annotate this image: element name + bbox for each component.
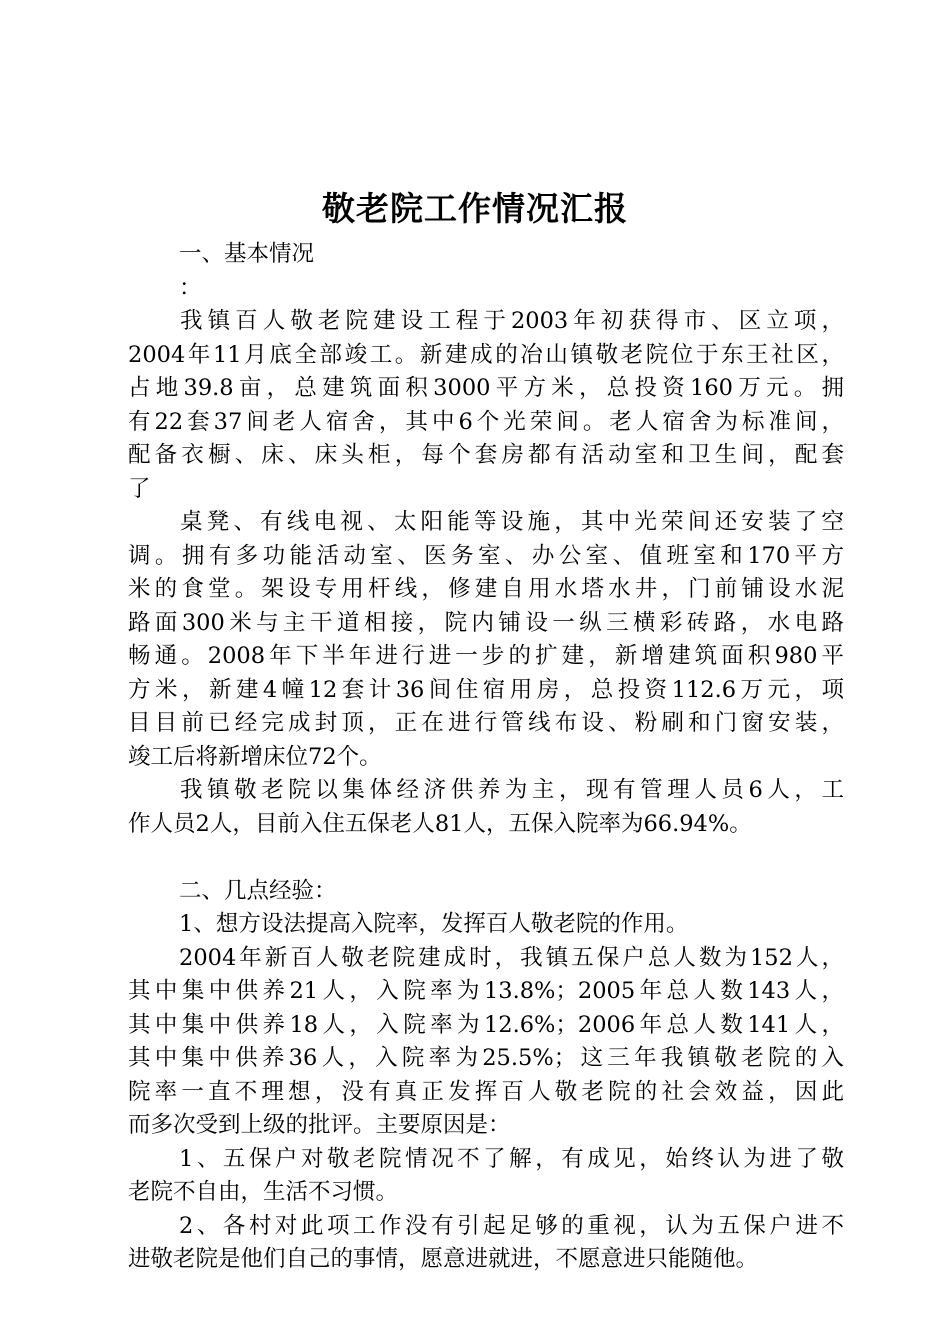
text-line: 占地39.8亩，总建筑面积3000平方米，总投资160万元。拥 (128, 375, 844, 401)
text-line: 方米，新建4幢12套计36间住宿用房，总投资112.6万元，项 (128, 676, 844, 703)
item-heading: 1、想方设法提高入院率，发挥百人敬老院的作用。 (179, 911, 689, 937)
text-line: 路面300米与主干道相接，院内铺设一纵三横彩砖路，水电路 (128, 609, 844, 636)
text-line: 竣工后将新增床位72个。 (128, 743, 382, 770)
document-body (128, 238, 844, 1277)
text-line: 而多次受到上级的批评。主要原因是： (128, 1112, 511, 1138)
text-line: 其中集中供养21人，入院率为13.8%；2005年总人数143人， (128, 978, 844, 1004)
text-line: 老院不自由，生活不习惯。 (128, 1179, 399, 1205)
text-line: 米的食堂。架设专用杆线，修建自用水塔水井，门前铺设水泥 (128, 576, 844, 602)
blank-line (128, 841, 844, 875)
text-line: 我镇敬老院以集体经济供养为主，现有管理人员6人，工 (180, 777, 844, 803)
text-line: 其中集中供养36人，入院率为25.5%；这三年我镇敬老院的入 (128, 1045, 844, 1071)
section-heading-experience: 二、几点经验： (179, 877, 337, 904)
document-title: 敬老院工作情况汇报 (322, 189, 628, 228)
section-heading-basic: 一、基本情况 (179, 241, 315, 267)
text-line: 其中集中供养18人，入院率为12.6%；2006年总人数141人， (128, 1011, 844, 1038)
text-line: 桌凳、有线电视、太阳能等设施，其中光荣间还安装了空 (180, 509, 844, 535)
text-line: 调。拥有多功能活动室、医务室、办公室、值班室和170平方 (128, 542, 844, 569)
paragraph-staffing (128, 774, 844, 841)
text-line: 院率一直不理想，没有真正发挥百人敬老院的社会效益，因此 (128, 1078, 844, 1105)
text-line: 2、各村对此项工作没有引起足够的重视，认为五保户进不 (179, 1212, 844, 1239)
paragraph-admission-rates (128, 942, 844, 1143)
paragraph-facilities (128, 506, 844, 774)
paragraph-basic-info (128, 305, 844, 506)
text-line: 有22套37间老人宿舍，其中6个光荣间。老人宿舍为标准间， (128, 408, 844, 435)
text-line: 目目前已经完成封顶，正在进行管线布设、粉刷和门窗安装， (128, 710, 844, 736)
text-line: 配备衣橱、床、床头柜，每个套房都有活动室和卫生间，配套 (128, 442, 844, 468)
text-line: 进敬老院是他们自己的事情，愿意进就进，不愿意进只能随他。 (128, 1246, 759, 1272)
colon-line: ： (179, 274, 202, 301)
text-line: 作人员2人，目前入住五保老人81人，五保入院率为66.94%。 (128, 810, 752, 837)
text-line: 畅通。2008年下半年进行进一步的扩建，新增建筑面积980平 (128, 643, 844, 669)
text-line: 2004年新百人敬老院建成时，我镇五保户总人数为152人， (179, 944, 844, 971)
text-line: 了 (128, 475, 151, 502)
paragraph-reason-2 (128, 1210, 844, 1277)
text-line: 2004年11月底全部竣工。新建成的冶山镇敬老院位于东王社区， (128, 341, 844, 368)
paragraph-reason-1 (128, 1143, 844, 1210)
text-line: 我镇百人敬老院建设工程于2003年初获得市、区立项， (180, 308, 844, 334)
text-line: 1、五保户对敬老院情况不了解，有成见，始终认为进了敬 (179, 1145, 844, 1172)
